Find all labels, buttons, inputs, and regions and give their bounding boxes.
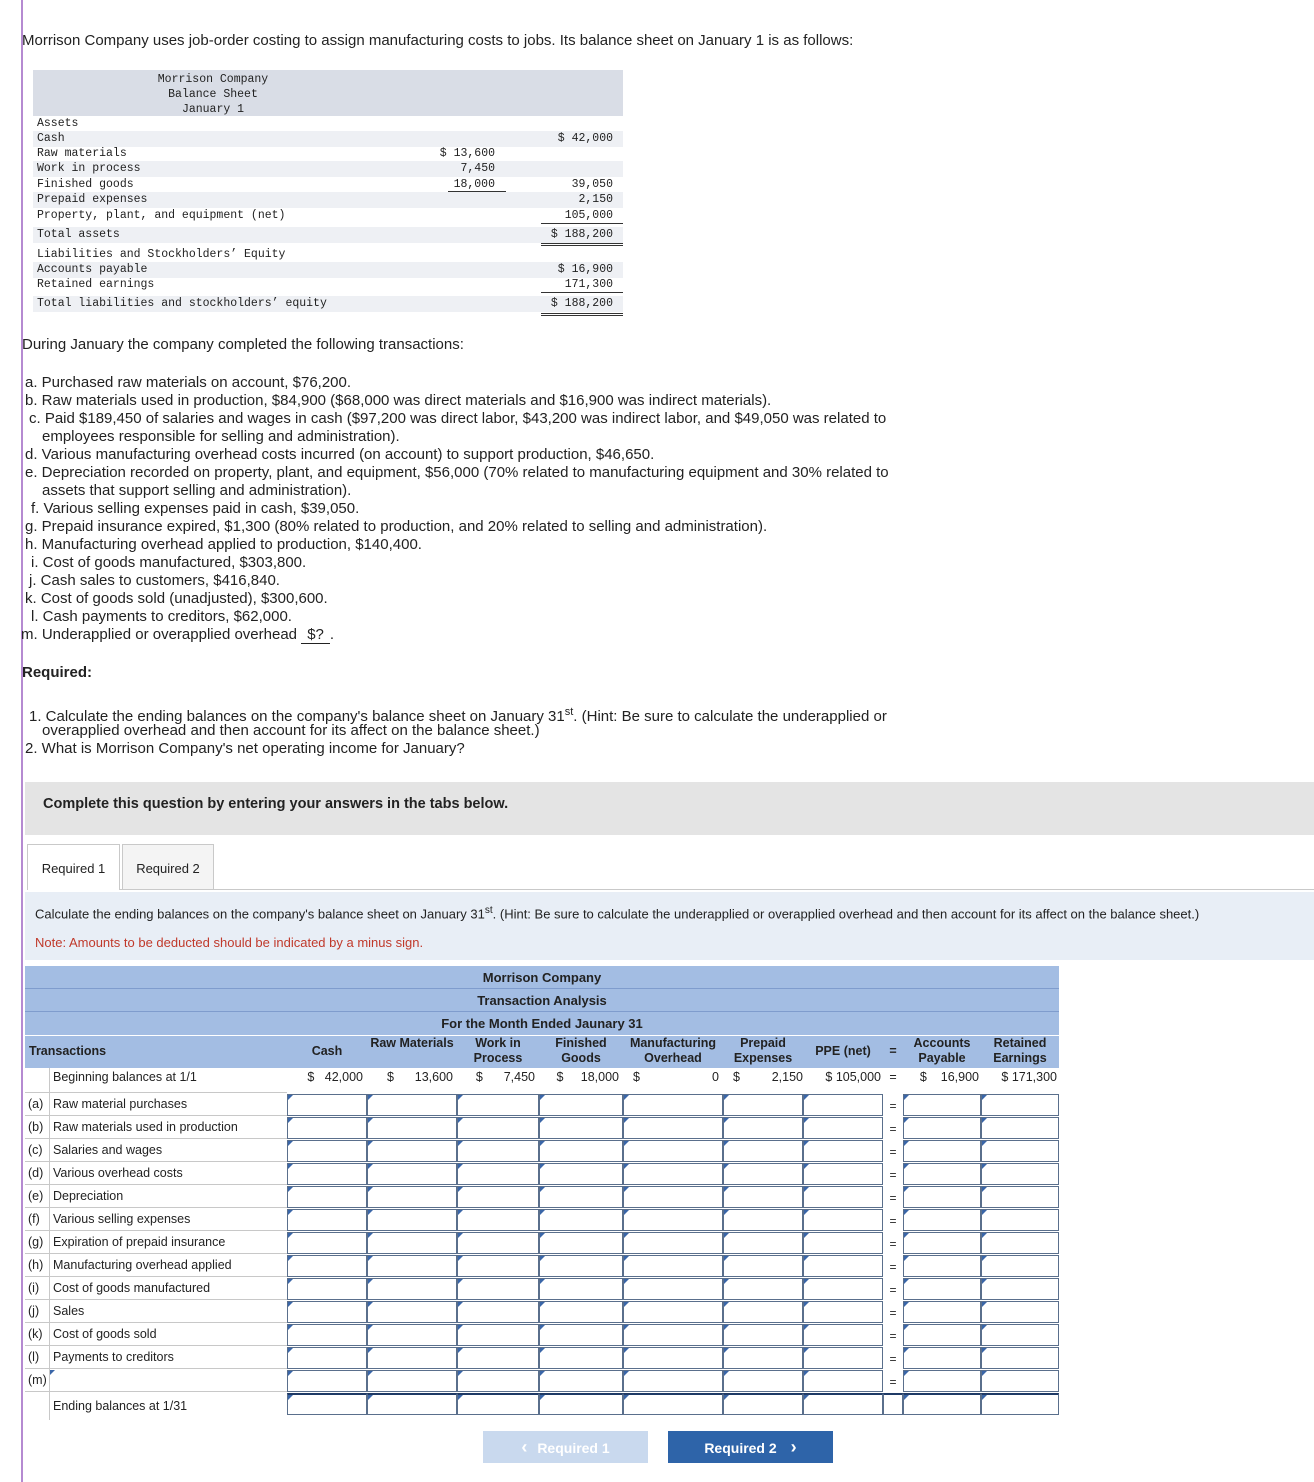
manufacturing-overhead-input[interactable] xyxy=(623,1094,723,1116)
raw-materials-input[interactable] xyxy=(367,1094,457,1116)
raw-materials-input[interactable] xyxy=(367,1347,457,1369)
retained-earnings-input[interactable] xyxy=(981,1278,1059,1300)
finished-goods-input[interactable] xyxy=(539,1186,623,1208)
txn-f: f. Various selling expenses paid in cash, $39,050. xyxy=(31,500,360,517)
complete-banner: Complete this question by entering your answers in the tabs below. xyxy=(25,782,1314,835)
prepaid-expenses-input[interactable] xyxy=(723,1324,803,1346)
cash-input[interactable] xyxy=(287,1255,367,1277)
cash-input[interactable] xyxy=(287,1370,367,1392)
raw-materials-input[interactable] xyxy=(367,1140,457,1162)
manufacturing-overhead-input[interactable] xyxy=(623,1324,723,1346)
equals-sign: = xyxy=(889,1260,897,1274)
txn-e-cont: assets that support selling and administration). xyxy=(42,482,352,499)
manufacturing-overhead-input[interactable] xyxy=(623,1163,723,1185)
prepaid-expenses-input[interactable] xyxy=(723,1209,803,1231)
txn-m: m. Underapplied or overapplied overhead $? . xyxy=(21,626,335,643)
row-code: (b) xyxy=(28,1120,44,1134)
chevron-right-icon: › xyxy=(790,1437,797,1457)
begin-wip: $ 7,450 xyxy=(475,1070,535,1084)
begin-finished-goods: $ 18,000 xyxy=(556,1070,619,1084)
cash-input[interactable] xyxy=(287,1324,367,1346)
equals-sign: = xyxy=(889,1191,897,1205)
row-divider xyxy=(25,1276,287,1277)
bs-company: Morrison Company xyxy=(157,73,269,86)
finished-goods-input[interactable] xyxy=(539,1255,623,1277)
begin-moh-symbol: $ xyxy=(633,1070,640,1084)
work-in-process-input[interactable] xyxy=(457,1094,539,1116)
txn-c: c. Paid $189,450 of salaries and wages in cash ($97,200 was direct labor, $43,200 was indirect labor, and $49,050 was related to xyxy=(29,410,887,427)
cash-input[interactable] xyxy=(287,1347,367,1369)
left-accent-bar xyxy=(21,0,23,1482)
prev-button[interactable]: ‹ Required 1 xyxy=(483,1431,648,1463)
col-equals: = xyxy=(883,1036,903,1068)
raw-materials-input[interactable] xyxy=(367,1232,457,1254)
instruction-panel xyxy=(25,892,1314,960)
ppe-net-input[interactable] xyxy=(803,1370,883,1392)
accounts-payable-input[interactable] xyxy=(903,1278,981,1300)
bs-row: Total liabilities and stockholders’ equity $ 188,200 xyxy=(33,296,623,312)
raw-materials-input[interactable] xyxy=(367,1255,457,1277)
row-divider xyxy=(25,1161,287,1162)
begin-ppe: $ 105,000 xyxy=(825,1070,881,1084)
manufacturing-overhead-input[interactable] xyxy=(623,1186,723,1208)
row-code: (l) xyxy=(28,1350,40,1364)
retained-earnings-input[interactable] xyxy=(981,1140,1059,1162)
note-text: Note: Amounts to be deducted should be indicated by a minus sign. xyxy=(35,935,424,950)
row-code: (k) xyxy=(28,1327,43,1341)
txn-i: i. Cost of goods manufactured, $303,800. xyxy=(31,554,307,571)
retained-earnings-input[interactable] xyxy=(981,1324,1059,1346)
equals-sign: = xyxy=(889,1145,897,1159)
work-in-process-input[interactable] xyxy=(457,1255,539,1277)
prepaid-expenses-input[interactable] xyxy=(723,1301,803,1323)
ending-finished-goods-input[interactable] xyxy=(539,1393,623,1415)
row-label: Sales xyxy=(53,1304,85,1318)
bs-row: Retained earnings 171,300 xyxy=(37,278,613,291)
ending-ppe-net-input[interactable] xyxy=(803,1393,883,1415)
row-label: Raw materials used in production xyxy=(53,1120,238,1134)
ppe-net-input[interactable] xyxy=(803,1094,883,1116)
raw-materials-input[interactable] xyxy=(367,1301,457,1323)
retained-earnings-input[interactable] xyxy=(981,1232,1059,1254)
raw-materials-input[interactable] xyxy=(367,1117,457,1139)
bs-row: Prepaid expenses 2,150 xyxy=(33,192,623,208)
row-label: Payments to creditors xyxy=(53,1350,174,1364)
accounts-payable-input[interactable] xyxy=(903,1301,981,1323)
work-in-process-input[interactable] xyxy=(457,1347,539,1369)
ending-balances-label: Ending balances at 1/31 xyxy=(53,1399,188,1413)
req-1: 1. Calculate the ending balances on the company's balance sheet on January 31st. (Hint: Be sure to calculate the underapplied or xyxy=(29,706,887,725)
row-label: Manufacturing overhead applied xyxy=(53,1258,232,1272)
row-divider xyxy=(25,1230,287,1231)
cash-input[interactable] xyxy=(287,1163,367,1185)
bs-row: Total assets $ 188,200 xyxy=(33,227,623,243)
work-in-process-input[interactable] xyxy=(457,1232,539,1254)
equals-sign: = xyxy=(889,1306,897,1320)
row-code: (m) xyxy=(28,1373,47,1387)
raw-materials-input[interactable] xyxy=(367,1163,457,1185)
accounts-payable-input[interactable] xyxy=(903,1324,981,1346)
col-cash: Cash xyxy=(287,1036,367,1068)
manufacturing-overhead-input[interactable] xyxy=(623,1117,723,1139)
begin-prepaid: 2,150 xyxy=(771,1070,803,1084)
begin-retained-earnings: $ 171,300 xyxy=(1001,1070,1057,1084)
ppe-net-input[interactable] xyxy=(803,1232,883,1254)
req-1-cont: overapplied overhead and then account for its affect on the balance sheet.) xyxy=(42,722,540,739)
ending-work-in-process-input[interactable] xyxy=(457,1393,539,1415)
bs-date: January 1 xyxy=(181,103,245,116)
accounts-payable-input[interactable] xyxy=(903,1209,981,1231)
row-divider xyxy=(25,1184,287,1185)
intro-text: Morrison Company uses job-order costing to assign manufacturing costs to jobs. Its balance sheet on January 1 is as follows: xyxy=(22,32,854,49)
raw-materials-input[interactable] xyxy=(367,1324,457,1346)
ppe-net-input[interactable] xyxy=(803,1186,883,1208)
col-retained-earnings: Retained Earnings xyxy=(981,1036,1059,1068)
accounts-payable-input[interactable] xyxy=(903,1117,981,1139)
equals-sign: = xyxy=(889,1283,897,1297)
row-divider xyxy=(25,1391,287,1392)
row-code: (f) xyxy=(28,1212,40,1226)
finished-goods-input[interactable] xyxy=(539,1301,623,1323)
prepaid-expenses-input[interactable] xyxy=(723,1255,803,1277)
begin-equals: = xyxy=(889,1070,897,1084)
equals-sign: = xyxy=(889,1099,897,1113)
bs-row: Finished goods 18,000 39,050 xyxy=(37,178,613,191)
retained-earnings-input[interactable] xyxy=(981,1163,1059,1185)
retained-earnings-input[interactable] xyxy=(981,1094,1059,1116)
cash-input[interactable] xyxy=(287,1209,367,1231)
bs-row: Accounts payable $ 16,900 xyxy=(33,262,623,278)
retained-earnings-input[interactable] xyxy=(981,1370,1059,1392)
cash-input[interactable] xyxy=(287,1186,367,1208)
row-divider xyxy=(25,1138,287,1139)
equals-sign: = xyxy=(889,1329,897,1343)
row-divider xyxy=(25,1299,287,1300)
begin-moh: 0 xyxy=(712,1070,719,1084)
begin-cash: $ 42,000 xyxy=(307,1070,363,1084)
txn-h: h. Manufacturing overhead applied to production, $140,400. xyxy=(25,536,422,553)
retained-earnings-input[interactable] xyxy=(981,1117,1059,1139)
tab-required-1[interactable]: Required 1 xyxy=(27,844,120,890)
retained-earnings-input[interactable] xyxy=(981,1301,1059,1323)
tab-divider xyxy=(120,889,1314,890)
finished-goods-input[interactable] xyxy=(539,1117,623,1139)
prepaid-expenses-input[interactable] xyxy=(723,1347,803,1369)
cash-input[interactable] xyxy=(287,1094,367,1116)
ending-manufacturing-overhead-input[interactable] xyxy=(623,1393,723,1415)
ending-raw-materials-input[interactable] xyxy=(367,1393,457,1415)
bs-row: Work in process 7,450 xyxy=(33,161,623,177)
accounts-payable-input[interactable] xyxy=(903,1163,981,1185)
instruction-text: Calculate the ending balances on the company's balance sheet on January 31st. (Hint: Be sure to calculate the underapplied or overapplied overhead and then account for its affect on the balance sheet.) xyxy=(35,905,1200,922)
prepaid-expenses-input[interactable] xyxy=(723,1163,803,1185)
work-in-process-input[interactable] xyxy=(457,1140,539,1162)
ending-prepaid-expenses-input[interactable] xyxy=(723,1393,803,1415)
accounts-payable-input[interactable] xyxy=(903,1255,981,1277)
table-period: For the Month Ended Jaunary 31 xyxy=(25,1012,1059,1035)
txn-j: j. Cash sales to customers, $416,840. xyxy=(29,572,280,589)
bs-row: Raw materials $ 13,600 xyxy=(37,147,495,160)
row-divider xyxy=(25,1115,287,1116)
row-label: Salaries and wages xyxy=(53,1143,163,1157)
cash-input[interactable] xyxy=(287,1117,367,1139)
finished-goods-input[interactable] xyxy=(539,1140,623,1162)
prepaid-expenses-input[interactable] xyxy=(723,1117,803,1139)
prepaid-expenses-input[interactable] xyxy=(723,1278,803,1300)
cash-input[interactable] xyxy=(287,1140,367,1162)
required-heading: Required: xyxy=(22,664,93,681)
finished-goods-input[interactable] xyxy=(539,1163,623,1185)
manufacturing-overhead-input[interactable] xyxy=(623,1232,723,1254)
work-in-process-input[interactable] xyxy=(457,1301,539,1323)
row-code: (d) xyxy=(28,1166,44,1180)
ppe-net-input[interactable] xyxy=(803,1301,883,1323)
accounts-payable-input[interactable] xyxy=(903,1140,981,1162)
txn-g: g. Prepaid insurance expired, $1,300 (80% related to production, and 20% related to selling and administration). xyxy=(25,518,768,535)
row-divider xyxy=(25,1368,287,1369)
row-divider xyxy=(25,1092,287,1093)
accounts-payable-input[interactable] xyxy=(903,1347,981,1369)
ending-cash-input[interactable] xyxy=(287,1393,367,1415)
row-label: Expiration of prepaid insurance xyxy=(53,1235,226,1249)
cash-input[interactable] xyxy=(287,1301,367,1323)
raw-materials-input[interactable] xyxy=(367,1370,457,1392)
finished-goods-input[interactable] xyxy=(539,1324,623,1346)
raw-materials-input[interactable] xyxy=(367,1186,457,1208)
manufacturing-overhead-input[interactable] xyxy=(623,1347,723,1369)
equals-sign: = xyxy=(889,1214,897,1228)
ending-equals-cell xyxy=(883,1393,903,1415)
bs-row: Property, plant, and equipment (net) 105,000 xyxy=(37,209,613,222)
row-code: (c) xyxy=(28,1143,43,1157)
table-company: Morrison Company xyxy=(25,966,1059,989)
raw-materials-input[interactable] xyxy=(367,1278,457,1300)
work-in-process-input[interactable] xyxy=(457,1186,539,1208)
chevron-left-icon: ‹ xyxy=(521,1437,528,1457)
retained-earnings-input[interactable] xyxy=(981,1255,1059,1277)
prepaid-expenses-input[interactable] xyxy=(723,1140,803,1162)
next-button[interactable]: Required 2 › xyxy=(668,1431,833,1463)
ppe-net-input[interactable] xyxy=(803,1324,883,1346)
work-in-process-input[interactable] xyxy=(457,1324,539,1346)
accounts-payable-input[interactable] xyxy=(903,1232,981,1254)
beginning-balances-label: Beginning balances at 1/1 xyxy=(53,1070,197,1084)
accounts-payable-input[interactable] xyxy=(903,1186,981,1208)
col-raw-materials: Raw Materials xyxy=(367,1036,457,1068)
row-divider xyxy=(25,1207,287,1208)
prepaid-expenses-input[interactable] xyxy=(723,1370,803,1392)
row-code: (g) xyxy=(28,1235,44,1249)
txn-d: d. Various manufacturing overhead costs incurred (on account) to support production, $46,650. xyxy=(25,446,655,463)
prepaid-expenses-input[interactable] xyxy=(723,1186,803,1208)
manufacturing-overhead-input[interactable] xyxy=(623,1278,723,1300)
retained-earnings-input[interactable] xyxy=(981,1347,1059,1369)
work-in-process-input[interactable] xyxy=(457,1278,539,1300)
cash-input[interactable] xyxy=(287,1278,367,1300)
ending-retained-earnings-input[interactable] xyxy=(981,1393,1059,1415)
ppe-net-input[interactable] xyxy=(803,1255,883,1277)
table-title: Transaction Analysis xyxy=(25,989,1059,1012)
ppe-net-input[interactable] xyxy=(803,1278,883,1300)
row-divider xyxy=(25,1253,287,1254)
row-label: Cost of goods sold xyxy=(53,1327,157,1341)
manufacturing-overhead-input[interactable] xyxy=(623,1140,723,1162)
accounts-payable-input[interactable] xyxy=(903,1094,981,1116)
row-divider xyxy=(25,1322,287,1323)
txn-e: e. Depreciation recorded on property, plant, and equipment, $56,000 (70% related to manufacturing equipment and 30% related to xyxy=(25,464,889,481)
finished-goods-input[interactable] xyxy=(539,1347,623,1369)
equals-sign: = xyxy=(889,1375,897,1389)
col-work-in-process: Work in Process xyxy=(457,1036,539,1068)
col-prepaid-expenses: Prepaid Expenses xyxy=(723,1036,803,1068)
finished-goods-input[interactable] xyxy=(539,1370,623,1392)
manufacturing-overhead-input[interactable] xyxy=(623,1209,723,1231)
work-in-process-input[interactable] xyxy=(457,1370,539,1392)
manufacturing-overhead-input[interactable] xyxy=(623,1370,723,1392)
row-m-label-input[interactable] xyxy=(50,1370,287,1391)
col-accounts-payable: Accounts Payable xyxy=(903,1036,981,1068)
finished-goods-input[interactable] xyxy=(539,1209,623,1231)
col-manufacturing-overhead: Manufacturing Overhead xyxy=(623,1036,723,1068)
raw-materials-input[interactable] xyxy=(367,1209,457,1231)
finished-goods-input[interactable] xyxy=(539,1094,623,1116)
row-code: (j) xyxy=(28,1304,40,1318)
req-2: 2. What is Morrison Company's net operating income for January? xyxy=(25,740,465,757)
equals-sign: = xyxy=(889,1122,897,1136)
txn-m-blank: $? xyxy=(301,627,330,644)
tab-required-2[interactable]: Required 2 xyxy=(122,844,214,890)
prepaid-expenses-input[interactable] xyxy=(723,1232,803,1254)
cash-input[interactable] xyxy=(287,1232,367,1254)
begin-raw-materials: $ 13,600 xyxy=(386,1070,453,1084)
manufacturing-overhead-input[interactable] xyxy=(623,1255,723,1277)
row-code: (e) xyxy=(28,1189,44,1203)
col-transactions: Transactions xyxy=(25,1036,287,1068)
retained-earnings-input[interactable] xyxy=(981,1186,1059,1208)
row-divider xyxy=(25,1345,287,1346)
ppe-net-input[interactable] xyxy=(803,1163,883,1185)
ppe-net-input[interactable] xyxy=(803,1347,883,1369)
row-code: (a) xyxy=(28,1097,44,1111)
bs-title: Balance Sheet xyxy=(168,88,258,101)
equals-sign: = xyxy=(889,1237,897,1251)
row-label: Raw material purchases xyxy=(53,1097,188,1111)
begin-prepaid-symbol: $ xyxy=(733,1070,740,1084)
equals-sign: = xyxy=(889,1168,897,1182)
row-label: Various selling expenses xyxy=(53,1212,191,1226)
work-in-process-input[interactable] xyxy=(457,1117,539,1139)
row-label: Depreciation xyxy=(53,1189,124,1203)
finished-goods-input[interactable] xyxy=(539,1232,623,1254)
work-in-process-input[interactable] xyxy=(457,1209,539,1231)
during-text: During January the company completed the following transactions: xyxy=(22,336,464,353)
retained-earnings-input[interactable] xyxy=(981,1209,1059,1231)
finished-goods-input[interactable] xyxy=(539,1278,623,1300)
accounts-payable-input[interactable] xyxy=(903,1370,981,1392)
txn-l: l. Cash payments to creditors, $62,000. xyxy=(31,608,292,625)
ppe-net-input[interactable] xyxy=(803,1140,883,1162)
bs-row: Liabilities and Stockholders’ Equity xyxy=(37,248,286,261)
row-code: (i) xyxy=(28,1281,40,1295)
begin-accounts-payable: $ 16,900 xyxy=(919,1070,979,1084)
row-label: Cost of goods manufactured xyxy=(53,1281,211,1295)
manufacturing-overhead-input[interactable] xyxy=(623,1301,723,1323)
txn-a: a. Purchased raw materials on account, $76,200. xyxy=(25,374,352,391)
bs-assets-header: Assets xyxy=(37,117,79,130)
col-ppe-net: PPE (net) xyxy=(803,1036,883,1068)
ppe-net-input[interactable] xyxy=(803,1117,883,1139)
prepaid-expenses-input[interactable] xyxy=(723,1094,803,1116)
txn-k: k. Cost of goods sold (unadjusted), $300,600. xyxy=(25,590,328,607)
txn-b: b. Raw materials used in production, $84,900 ($68,000 was direct materials and $16,900 was indirect materials). xyxy=(25,392,772,409)
ppe-net-input[interactable] xyxy=(803,1209,883,1231)
bs-row: Cash $ 42,000 xyxy=(33,131,623,147)
equals-sign: = xyxy=(889,1352,897,1366)
txn-c-cont: employees responsible for selling and administration). xyxy=(42,428,400,445)
row-code: (h) xyxy=(28,1258,44,1272)
col-finished-goods: Finished Goods xyxy=(539,1036,623,1068)
ending-accounts-payable-input[interactable] xyxy=(903,1393,981,1415)
row-label: Various overhead costs xyxy=(53,1166,183,1180)
work-in-process-input[interactable] xyxy=(457,1163,539,1185)
